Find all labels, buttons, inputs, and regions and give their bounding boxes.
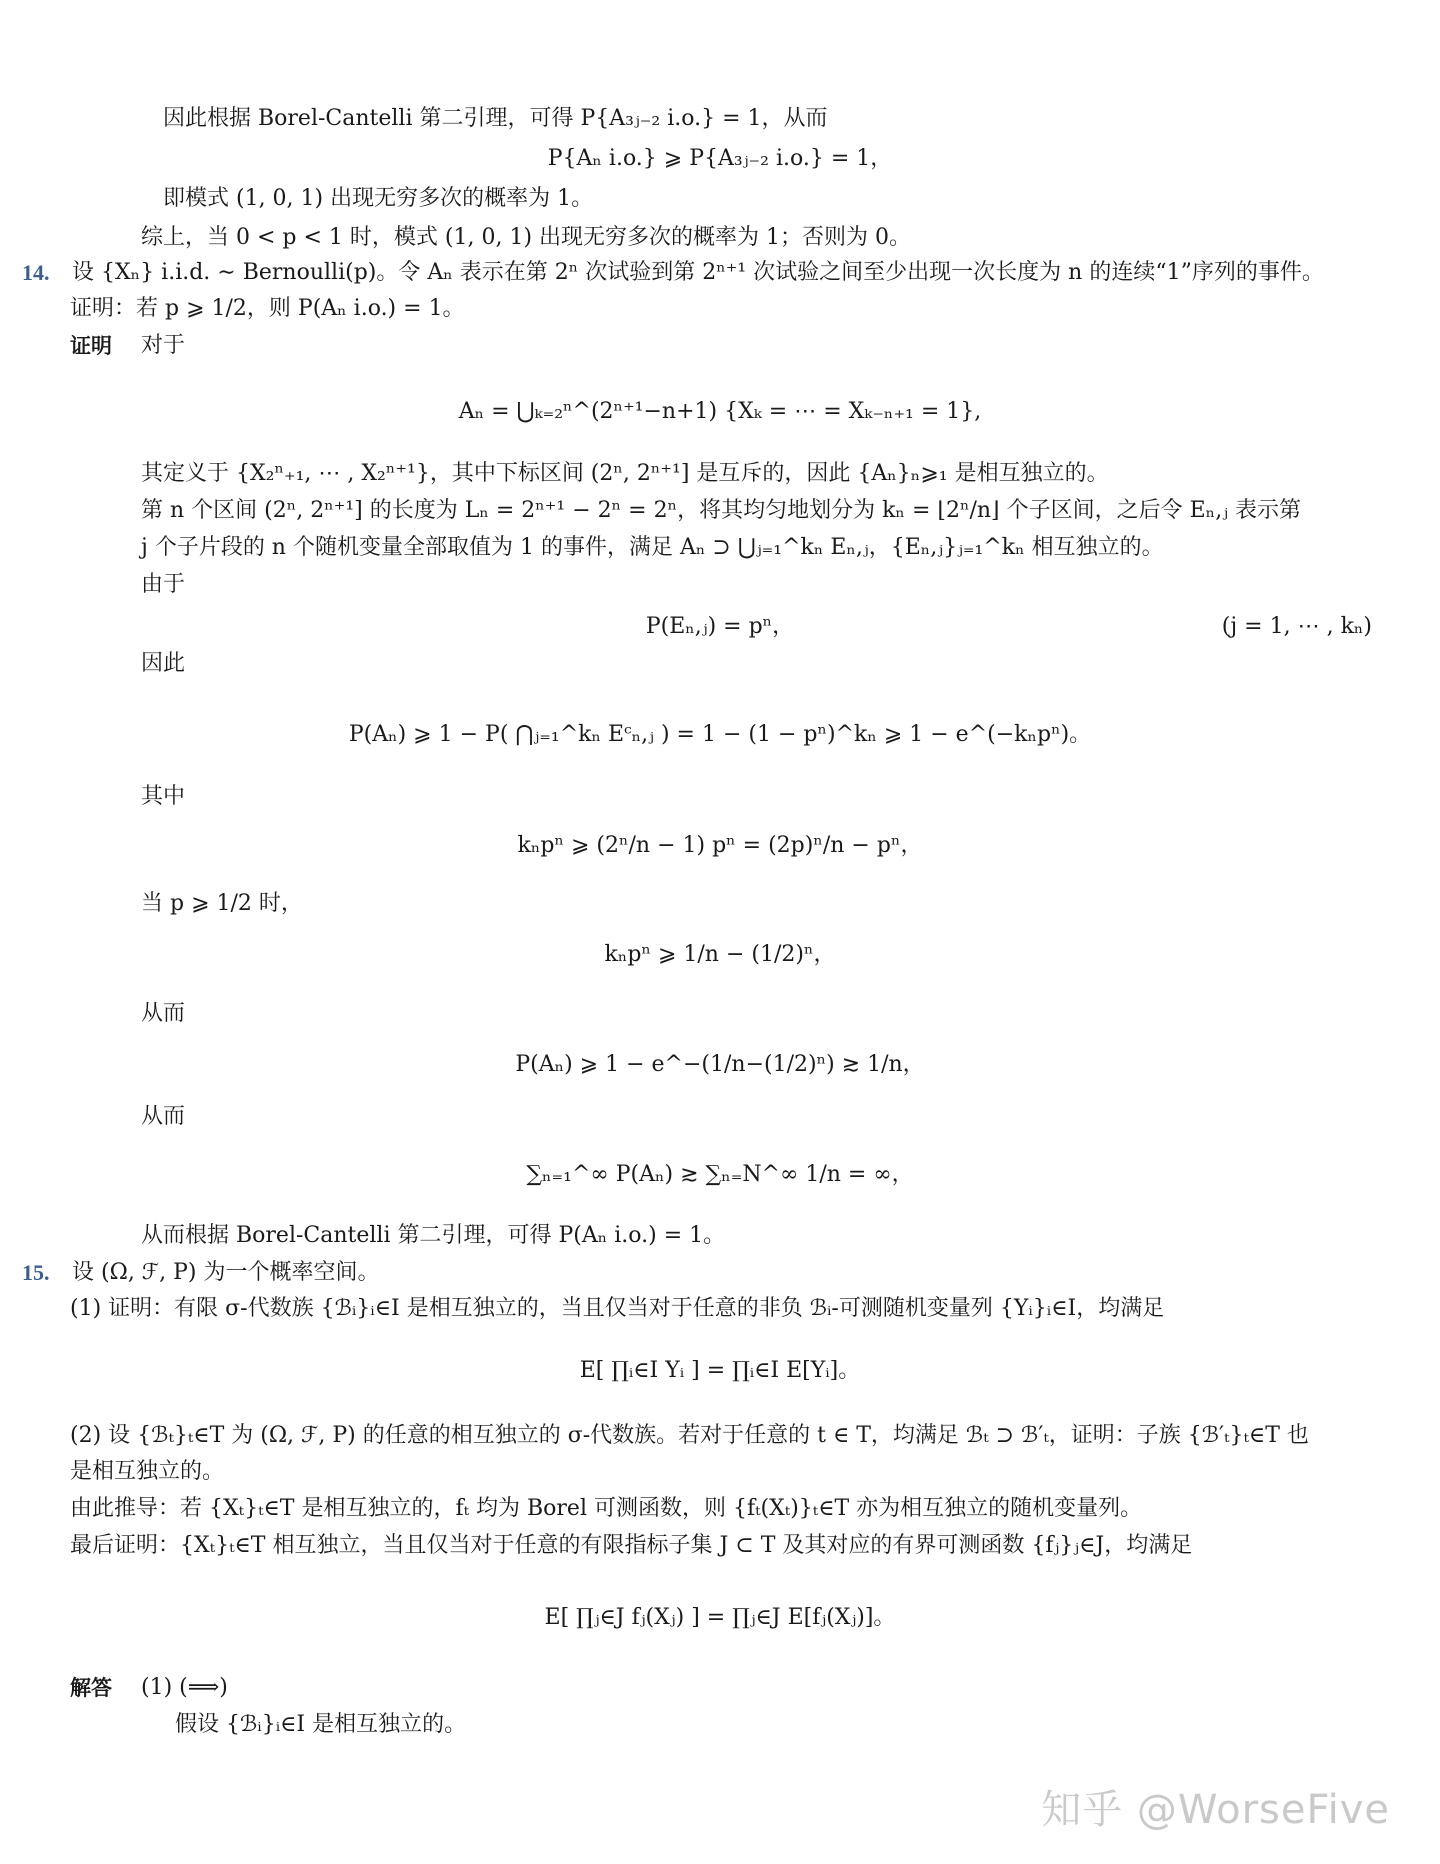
text-line: 从而根据 Borel-Cantelli 第二引理，可得 P(Aₙ i.o.) = 1。 bbox=[141, 1223, 726, 1248]
problem-statement: 设 (Ω, ℱ, P) 为一个概率空间。 bbox=[72, 1260, 380, 1285]
problem-statement: 证明：若 p ⩾ 1/2，则 P(Aₙ i.o.) = 1。 bbox=[70, 296, 465, 321]
problem-statement: 设 {Xₙ} i.i.d. ∼ Bernoulli(p)。令 Aₙ 表示在第 2ⁿ 次试验到第 2ⁿ⁺¹ 次试验之间至少出现一次长度为 n 的连续“1”序列的事件。 bbox=[72, 260, 1324, 285]
display-equation: ∑ₙ₌₁^∞ P(Aₙ) ≳ ∑ₙ₌N^∞ 1/n = ∞， bbox=[526, 1162, 914, 1187]
text-line: 从而 bbox=[141, 1001, 186, 1026]
text-line: 当 p ⩾ 1/2 时， bbox=[141, 891, 303, 916]
display-equation: P(Eₙ,ⱼ) = pⁿ， bbox=[645, 614, 795, 639]
text-line: 对于 bbox=[141, 333, 186, 358]
display-equation: P(Aₙ) ⩾ 1 − e^−(1/n−(1/2)ⁿ) ≳ 1/n， bbox=[515, 1052, 925, 1077]
answer-label: 解答 bbox=[70, 1676, 112, 1700]
text-line: 即模式 (1, 0, 1) 出现无穷多次的概率为 1。 bbox=[163, 186, 594, 211]
display-equation: E[ ∏ⱼ∈J fⱼ(Xⱼ) ] = ∏ⱼ∈J E[fⱼ(Xⱼ)]。 bbox=[544, 1605, 896, 1630]
problem-statement: 最后证明：{Xₜ}ₜ∈T 相互独立，当且仅当对于任意的有限指标子集 J ⊂ T 及其对应的有界可测函数 {fⱼ}ⱼ∈J，均满足 bbox=[70, 1533, 1193, 1558]
text-line: 因此根据 Borel-Cantelli 第二引理，可得 P{A₃ⱼ₋₂ i.o.} = 1，从而 bbox=[163, 106, 828, 131]
equation-condition: (j = 1, ⋯ , kₙ) bbox=[1221, 614, 1372, 639]
display-equation: Aₙ = ⋃ₖ₌₂ⁿ^(2ⁿ⁺¹−n+1) {Xₖ = ⋯ = Xₖ₋ₙ₊₁ = 1}, bbox=[458, 399, 982, 424]
text-line: 其中 bbox=[141, 784, 186, 809]
problem-statement: 由此推导：若 {Xₜ}ₜ∈T 是相互独立的，fₜ 均为 Borel 可测函数，则 {fₜ(Xₜ)}ₜ∈T 亦为相互独立的随机变量列。 bbox=[70, 1496, 1143, 1521]
problem-statement: 是相互独立的。 bbox=[70, 1459, 225, 1484]
text-line: j 个子片段的 n 个随机变量全部取值为 1 的事件，满足 Aₙ ⊃ ⋃ⱼ₌₁^kₙ Eₙ,ⱼ，{Eₙ,ⱼ}ⱼ₌₁^kₙ 相互独立的。 bbox=[141, 535, 1164, 560]
text-line: 由于 bbox=[141, 572, 186, 597]
text-line: 因此 bbox=[141, 651, 186, 676]
problem-statement: (1) 证明：有限 σ-代数族 {ℬᵢ}ᵢ∈I 是相互独立的，当且仅当对于任意的非负 ℬᵢ-可测随机变量列 {Yᵢ}ᵢ∈I，均满足 bbox=[70, 1296, 1165, 1321]
problem-number: 15. bbox=[22, 1260, 50, 1285]
text-line: (1) (⟹) bbox=[141, 1675, 228, 1700]
proof-label: 证明 bbox=[70, 334, 112, 358]
text-line: 假设 {ℬᵢ}ᵢ∈I 是相互独立的。 bbox=[175, 1712, 467, 1737]
display-equation: P{Aₙ i.o.} ⩾ P{A₃ⱼ₋₂ i.o.} = 1， bbox=[547, 146, 893, 171]
text-line: 从而 bbox=[141, 1104, 186, 1129]
text-line: 综上，当 0 < p < 1 时，模式 (1, 0, 1) 出现无穷多次的概率为 1；否则为 0。 bbox=[141, 225, 912, 250]
display-equation: P(Aₙ) ⩾ 1 − P( ⋂ⱼ₌₁^kₙ Eᶜₙ,ⱼ ) = 1 − (1 − pⁿ)^kₙ ⩾ 1 − e^(−kₙpⁿ)。 bbox=[348, 722, 1092, 747]
display-equation: E[ ∏ᵢ∈I Yᵢ ] = ∏ᵢ∈I E[Yᵢ]。 bbox=[579, 1358, 861, 1383]
problem-statement: (2) 设 {ℬₜ}ₜ∈T 为 (Ω, ℱ, P) 的任意的相互独立的 σ-代数族。若对于任意的 t ∈ T，均满足 ℬₜ ⊃ ℬ′ₜ，证明：子族 {ℬ′ₜ}ₜ∈T 也 bbox=[70, 1423, 1309, 1448]
watermark: 知乎 @WorseFive bbox=[1041, 1787, 1390, 1833]
text-line: 其定义于 {X₂ⁿ₊₁, ⋯ , X₂ⁿ⁺¹}，其中下标区间 (2ⁿ, 2ⁿ⁺¹] 是互斥的，因此 {Aₙ}ₙ⩾₁ 是相互独立的。 bbox=[141, 461, 1109, 486]
text-line: 第 n 个区间 (2ⁿ, 2ⁿ⁺¹] 的长度为 Lₙ = 2ⁿ⁺¹ − 2ⁿ = 2ⁿ，将其均匀地划分为 kₙ = ⌊2ⁿ/n⌋ 个子区间，之后令 Eₙ,ⱼ 表示第 bbox=[141, 498, 1301, 523]
problem-number: 14. bbox=[22, 260, 50, 285]
display-equation: kₙpⁿ ⩾ 1/n − (1/2)ⁿ， bbox=[604, 942, 836, 967]
display-equation: kₙpⁿ ⩾ (2ⁿ/n − 1) pⁿ = (2p)ⁿ/n − pⁿ， bbox=[517, 833, 923, 858]
